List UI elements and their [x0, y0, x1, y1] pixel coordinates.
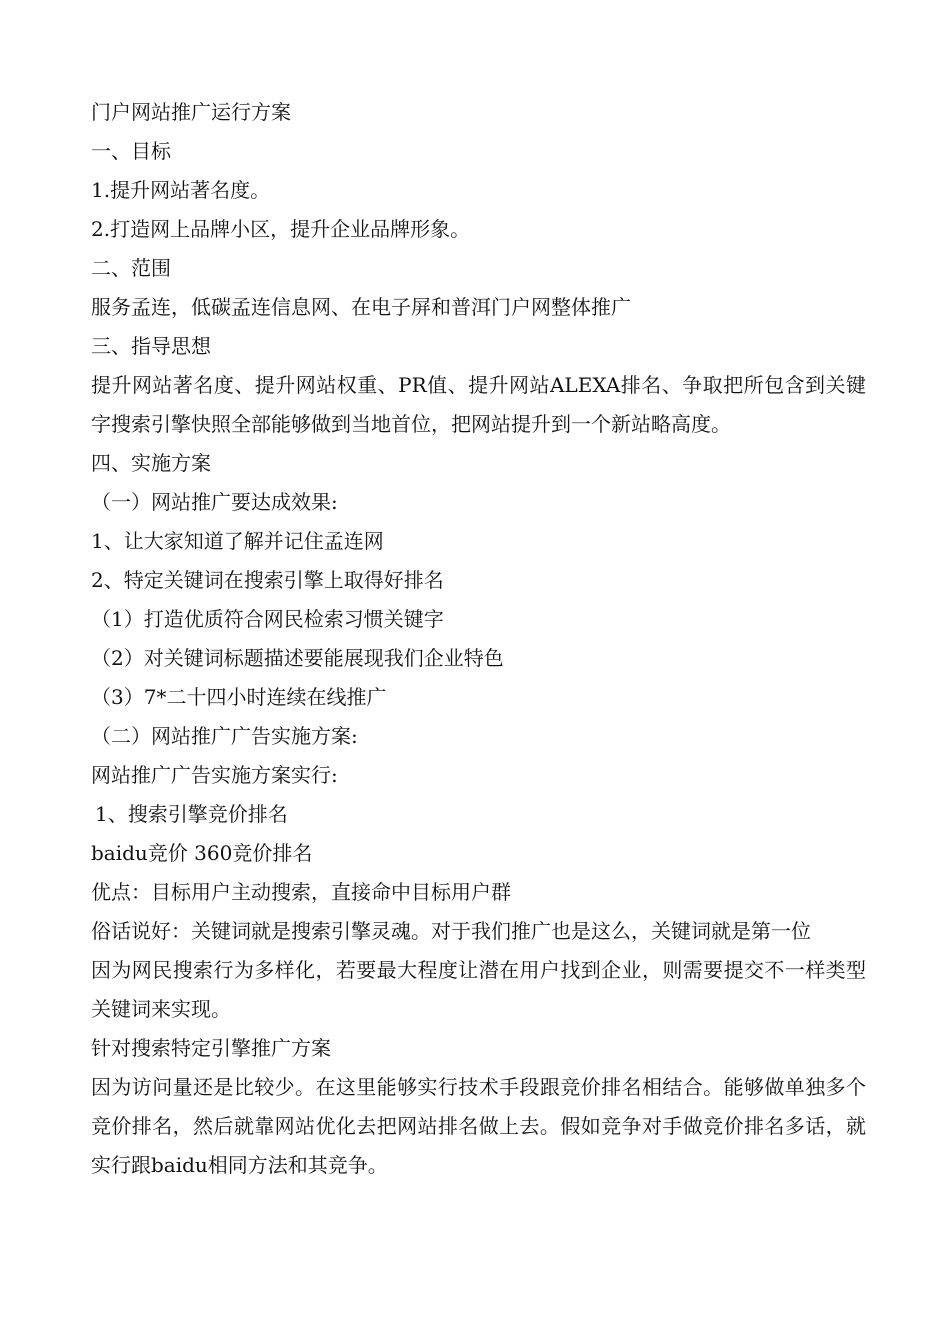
list-item: （1）打造优质符合网民检索习惯关键字 [91, 607, 444, 631]
list-item: 2.打造网上品牌小区，提升企业品牌形象。 [91, 217, 471, 241]
paragraph: 优点：目标用户主动搜索，直接命中目标用户群 [91, 880, 511, 904]
paragraph: 俗话说好：关键词就是搜索引擎灵魂。对于我们推广也是这么，关键词就是第一位 [91, 919, 811, 943]
section-heading-scope: 二、范围 [91, 256, 171, 280]
paragraph: 提升网站著名度、提升网站权重、PR值、提升网站ALEXA排名、争取把所包含到关键字搜索引擎快照全部能够做到当地首位，把网站提升到一个新站略高度。 [91, 373, 866, 436]
section-heading-goals: 一、目标 [91, 139, 171, 163]
list-item: 1.提升网站著名度。 [91, 178, 271, 202]
list-item: （2）对关键词标题描述要能展现我们企业特色 [91, 646, 504, 670]
document-title: 门户网站推广运行方案 [91, 100, 291, 124]
list-item: （3）7*二十四小时连续在线推广 [91, 685, 387, 709]
paragraph: 因为网民搜索行为多样化，若要最大程度让潜在用户找到企业，则需要提交不一样类型关键词来实现。 [91, 958, 866, 1021]
subsection-heading: （二）网站推广广告实施方案: [91, 724, 358, 748]
paragraph: 服务孟连，低碳孟连信息网、在电子屏和普洱门户网整体推广 [91, 295, 631, 319]
section-heading-implementation: 四、实施方案 [91, 451, 211, 475]
paragraph: 网站推广广告实施方案实行: [91, 763, 338, 787]
subsection-heading: （一）网站推广要达成效果: [91, 490, 338, 514]
document-body [91, 93, 866, 1185]
paragraph: 因为访问量还是比较少。在这里能够实行技术手段跟竞价排名相结合。能够做单独多个竞价排名，然后就靠网站优化去把网站排名做上去。假如竞争对手做竞价排名多话，就实行跟baidu相同方法和其竞争。 [91, 1075, 866, 1177]
list-item: 2、特定关键词在搜索引擎上取得好排名 [91, 568, 444, 592]
list-item: 1、让大家知道了解并记住孟连网 [91, 529, 384, 553]
paragraph: 针对搜索特定引擎推广方案 [91, 1036, 331, 1060]
list-item: 1、搜索引擎竞价排名 [95, 802, 288, 826]
section-heading-guiding-ideas: 三、指导思想 [91, 334, 211, 358]
paragraph: baidu竞价 360竞价排名 [91, 841, 313, 865]
